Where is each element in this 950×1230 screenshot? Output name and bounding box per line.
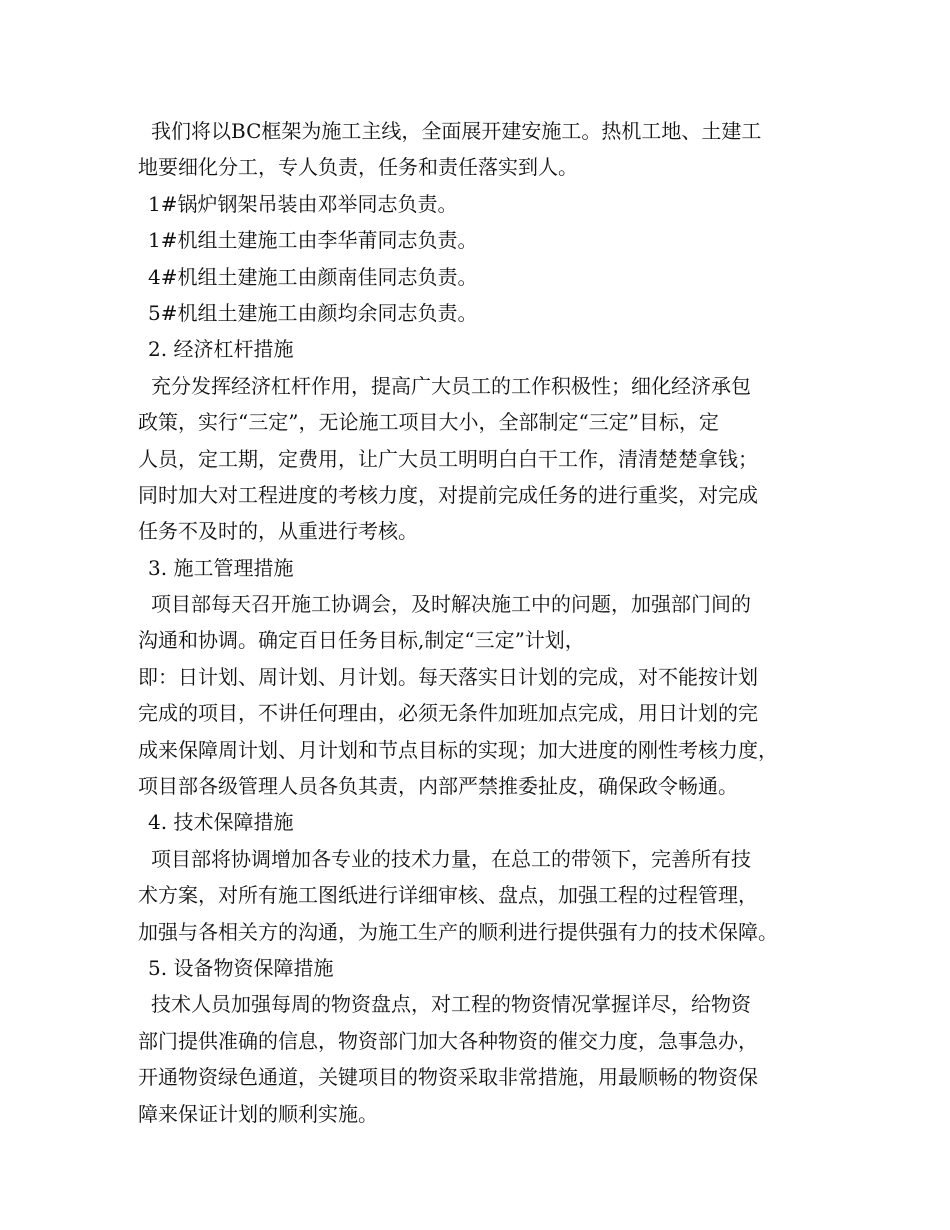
text-line: 沟通和协调。确定百日任务目标,制定“三定”计划， <box>138 628 585 653</box>
text-line: 5#机组土建施工由颜均余同志负责。 <box>148 300 478 325</box>
text-line: 地要细化分工，专人负责，任务和责任落实到人。 <box>138 155 578 180</box>
text-line: 人员，定工期，定费用，让广大员工明明白白干工作，清清楚楚拿钱； <box>138 446 758 471</box>
text-line: 加强与各相关方的沟通，为施工生产的顺利进行提供强有力的技术保障。 <box>138 919 778 944</box>
text-line: 任务不及时的，从重进行考核。 <box>138 519 418 544</box>
text-line: 4#机组土建施工由颜南佳同志负责。 <box>148 264 478 289</box>
section-heading: 4. 技术保障措施 <box>148 810 294 835</box>
text-line: 项目部每天召开施工协调会，及时解决施工中的问题，加强部门间的 <box>151 592 751 617</box>
text-line: 部门提供准确的信息，物资部门加大各种物资的催交力度，急事急办， <box>138 1028 758 1053</box>
section-heading: 5. 设备物资保障措施 <box>148 955 334 980</box>
text-line: 成来保障周计划、月计划和节点目标的实现；加大进度的刚性考核力度， <box>138 737 778 762</box>
text-line: 1#锅炉钢架吊装由邓举同志负责。 <box>148 191 458 216</box>
text-line: 我们将以BC框架为施工主线，全面展开建安施工。热机工地、土建工 <box>151 119 762 143</box>
text-line: 即：日计划、周计划、月计划。每天落实日计划的完成，对不能按计划 <box>138 664 758 689</box>
text-line: 障来保证计划的顺利实施。 <box>138 1101 378 1126</box>
text-line: 政策，实行“三定”，无论施工项目大小，全部制定“三定”目标，定 <box>138 410 719 435</box>
text-line: 技术人员加强每周的物资盘点，对工程的物资情况掌握详尽，给物资 <box>151 992 751 1017</box>
text-line: 充分发挥经济杠杆作用，提高广大员工的工作积极性；细化经济承包 <box>151 373 751 398</box>
text-line: 同时加大对工程进度的考核力度，对提前完成任务的进行重奖，对完成 <box>138 482 758 507</box>
text-line: 项目部各级管理人员各负其责，内部严禁推委扯皮，确保政令畅通。 <box>138 774 738 799</box>
document-body <box>138 113 838 1132</box>
section-heading: 2. 经济杠杆措施 <box>148 337 294 362</box>
text-line: 1#机组土建施工由李华莆同志负责。 <box>148 228 478 253</box>
text-line: 完成的项目，不讲任何理由，必须无条件加班加点完成，用日计划的完 <box>138 701 758 726</box>
text-line: 项目部将协调增加各专业的技术力量，在总工的带领下，完善所有技 <box>151 846 751 871</box>
text-line: 开通物资绿色通道，关键项目的物资采取非常措施，用最顺畅的物资保 <box>138 1065 758 1090</box>
section-heading: 3. 施工管理措施 <box>148 555 294 580</box>
text-line: 术方案，对所有施工图纸进行详细审核、盘点，加强工程的过程管理， <box>138 883 758 908</box>
